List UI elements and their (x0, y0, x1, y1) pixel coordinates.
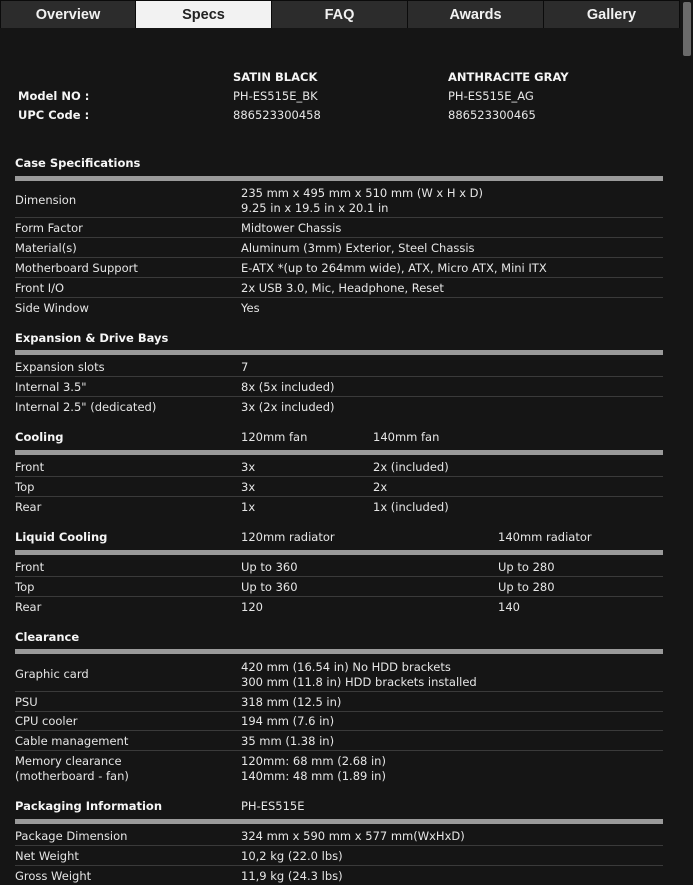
model-col1-number: PH-ES515E_BK (233, 89, 318, 103)
spec-value: 120mm: 68 mm (2.68 in) (241, 754, 386, 768)
spec-label: Internal 3.5" (15, 380, 87, 394)
spec-label: Material(s) (15, 241, 77, 255)
column-header: 120mm fan (241, 430, 308, 444)
spec-value: 3x (2x included) (241, 400, 335, 414)
tab-specs[interactable]: Specs (136, 1, 271, 28)
spec-label: Rear (15, 600, 42, 614)
spec-value: Up to 280 (498, 560, 555, 574)
spec-value: 2x (included) (373, 460, 449, 474)
spec-value: 8x (5x included) (241, 380, 335, 394)
spec-label: Graphic card (15, 667, 89, 681)
spec-value: 194 mm (7.6 in) (241, 714, 335, 728)
row-divider (15, 845, 663, 846)
spec-value: Up to 360 (241, 560, 298, 574)
spec-value: 2x (373, 480, 388, 494)
tab-bar (0, 0, 680, 28)
upc-col1-value: 886523300458 (233, 108, 321, 122)
section-divider (15, 350, 663, 355)
tab-faq[interactable]: FAQ (272, 1, 407, 28)
column-header: 120mm radiator (241, 530, 335, 544)
model-col2-title: ANTHRACITE GRAY (448, 70, 569, 84)
row-divider (15, 596, 663, 597)
row-divider (15, 376, 663, 377)
row-divider (15, 711, 663, 712)
spec-label: CPU cooler (15, 714, 78, 728)
model-col2-number: PH-ES515E_AG (448, 89, 534, 103)
spec-value: Yes (241, 301, 260, 315)
spec-label: Front I/O (15, 281, 65, 295)
upc-col2-value: 886523300465 (448, 108, 536, 122)
spec-value: 2x USB 3.0, Mic, Headphone, Reset (241, 281, 444, 295)
row-divider (15, 476, 663, 477)
row-divider (15, 730, 663, 731)
section-title-cooling: Cooling (15, 430, 64, 444)
spec-value: 120 (241, 600, 263, 614)
spec-value: 1x (included) (373, 500, 449, 514)
tab-overview[interactable]: Overview (1, 1, 135, 28)
row-divider (15, 237, 663, 238)
spec-label: Net Weight (15, 849, 79, 863)
spec-value: 235 mm x 495 mm x 510 mm (W x H x D) (241, 186, 483, 200)
model-col1-title: SATIN BLACK (233, 70, 318, 84)
column-header: 140mm radiator (498, 530, 592, 544)
spec-label: Top (15, 580, 35, 594)
spec-value: Up to 360 (241, 580, 298, 594)
spec-value: Up to 280 (498, 580, 555, 594)
spec-label: Top (15, 480, 35, 494)
spec-label: Motherboard Support (15, 261, 138, 275)
spec-value: 3x (241, 460, 256, 474)
spec-value: 140 (498, 600, 520, 614)
section-title-liquid-cooling: Liquid Cooling (15, 530, 108, 544)
spec-label: Rear (15, 500, 42, 514)
section-divider (15, 819, 663, 824)
section-divider (15, 450, 663, 455)
model-no-label: Model NO : (18, 89, 90, 103)
section-title-case: Case Specifications (15, 156, 141, 170)
spec-value: 1x (241, 500, 256, 514)
spec-value: 7 (241, 360, 249, 374)
row-divider (15, 396, 663, 397)
spec-value: E-ATX *(up to 264mm wide), ATX, Micro ATX, Mini ITX (241, 261, 547, 275)
tab-awards[interactable]: Awards (408, 1, 543, 28)
spec-label: Internal 2.5" (dedicated) (15, 400, 157, 414)
spec-value: 11,9 kg (24.3 lbs) (241, 869, 343, 883)
row-divider (15, 297, 663, 298)
section-divider (15, 649, 663, 654)
packaging-model: PH-ES515E (241, 799, 305, 813)
spec-label: (motherboard - fan) (15, 769, 129, 783)
tab-gallery[interactable]: Gallery (544, 1, 679, 28)
row-divider (15, 257, 663, 258)
spec-label: Expansion slots (15, 360, 105, 374)
spec-label: Front (15, 460, 45, 474)
spec-value: 318 mm (12.5 in) (241, 695, 342, 709)
row-divider (15, 496, 663, 497)
spec-label: Cable management (15, 734, 129, 748)
upc-code-label: UPC Code : (18, 108, 90, 122)
row-divider (15, 691, 663, 692)
spec-label: PSU (15, 695, 38, 709)
section-title-packaging: Packaging Information (15, 799, 163, 813)
spec-label: Form Factor (15, 221, 83, 235)
scrollbar-thumb[interactable] (683, 2, 691, 56)
row-divider (15, 217, 663, 218)
spec-label: Package Dimension (15, 829, 128, 843)
column-header: 140mm fan (373, 430, 440, 444)
spec-value: 140mm: 48 mm (1.89 in) (241, 769, 386, 783)
spec-value: 10,2 kg (22.0 lbs) (241, 849, 343, 863)
section-divider (15, 176, 663, 181)
spec-label: Front (15, 560, 45, 574)
spec-label: Gross Weight (15, 869, 92, 883)
spec-value: 3x (241, 480, 256, 494)
spec-value: 35 mm (1.38 in) (241, 734, 335, 748)
spec-label: Side Window (15, 301, 89, 315)
section-divider (15, 550, 663, 555)
row-divider (15, 576, 663, 577)
section-title-clearance: Clearance (15, 630, 80, 644)
spec-label: Dimension (15, 193, 77, 207)
section-title-expansion: Expansion & Drive Bays (15, 331, 169, 345)
row-divider (15, 865, 663, 866)
spec-label: Memory clearance (15, 754, 122, 768)
spec-value: 9.25 in x 19.5 in x 20.1 in (241, 201, 389, 215)
row-divider (15, 277, 663, 278)
spec-value: 324 mm x 590 mm x 577 mm(WxHxD) (241, 829, 465, 843)
row-divider (15, 750, 663, 751)
spec-value: Aluminum (3mm) Exterior, Steel Chassis (241, 241, 475, 255)
spec-value: Midtower Chassis (241, 221, 342, 235)
spec-value: 420 mm (16.54 in) No HDD brackets (241, 660, 451, 674)
spec-value: 300 mm (11.8 in) HDD brackets installed (241, 675, 477, 689)
